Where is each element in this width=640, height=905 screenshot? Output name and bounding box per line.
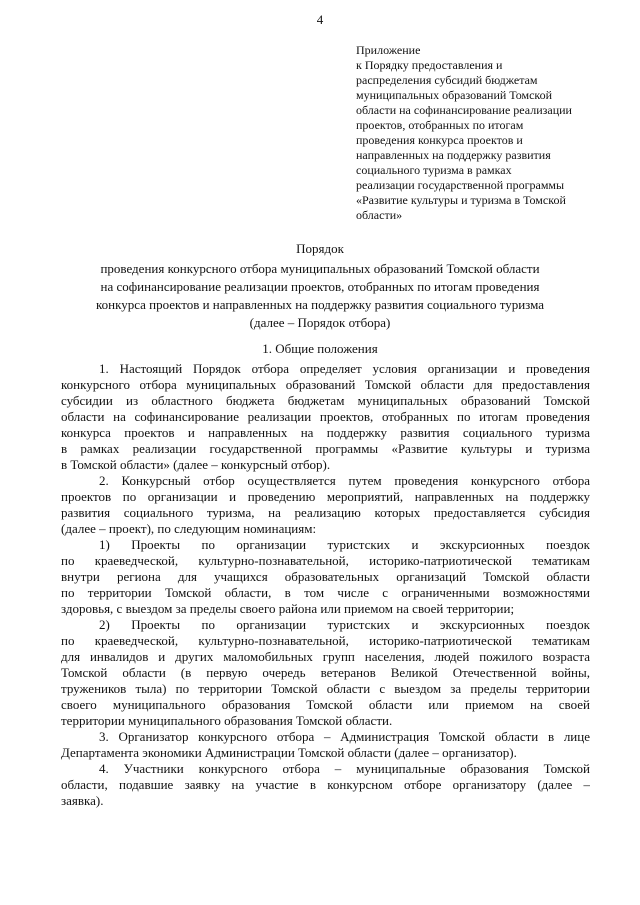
title-heading: Порядок — [296, 241, 344, 256]
text-line: развития социального туризма, на реализацию которых предоставляется субсидия — [61, 505, 590, 520]
title-line: (далее – Порядок отбора) — [249, 315, 391, 330]
appendix-line: области» — [356, 208, 403, 222]
title-line: конкурса проектов и направленных на поддержку развития социального туризма — [95, 297, 545, 312]
paragraph-3 — [61, 729, 590, 761]
appendix-line: проведения конкурса проектов и — [356, 133, 523, 147]
text-line: (далее – проект), по следующим номинациям: — [61, 521, 317, 536]
text-line: тружеников тыла) по территории Томской области с выездом за пределы территории — [61, 681, 590, 696]
text-line: Департамента экономики Администрации Томской области (далее – организатор). — [61, 745, 517, 760]
appendix-line: распределения субсидий бюджетам — [356, 73, 538, 87]
appendix-line: направленных на поддержку развития — [356, 148, 551, 162]
appendix-line: социального туризма в рамках — [356, 163, 512, 177]
appendix-line: муниципальных образований Томской — [356, 88, 553, 102]
text-line: в Томской области» (далее – конкурсный отбор). — [61, 457, 331, 472]
text-line: Томской области (в первую очередь ветеранов Великой Отечественной войны, — [61, 665, 590, 680]
paragraph-2 — [61, 473, 590, 537]
appendix-line: проектов, отобранных по итогам — [356, 118, 524, 132]
paragraph-4 — [61, 761, 590, 809]
appendix-line: реализации государственной программы — [356, 178, 565, 192]
text-line: области на софинансирование реализации проектов, отобранных по итогам проведения — [61, 409, 590, 424]
paragraph-nomination-2 — [61, 617, 590, 729]
text-line: по краеведческой, культурно-познавательной, историко-патриотической тематикам — [61, 553, 590, 568]
text-line: проектов по организации и проведению мероприятий, направленных на поддержку — [61, 489, 590, 504]
appendix-line: «Развитие культуры и туризма в Томской — [356, 193, 566, 207]
paragraph-1 — [61, 361, 590, 473]
title-line: проведения конкурсного отбора муниципальных образований Томской области — [100, 261, 540, 276]
text-line: субсидии из областного бюджета бюджетам муниципальных образований Томской — [61, 393, 590, 408]
text-line: внутри региона для учащихся образовательных организаций Томской области — [61, 569, 590, 584]
text-line: своего муниципального образования Томской области или приемом на своей — [61, 697, 590, 712]
page-number: 4 — [316, 12, 324, 27]
text-line: 3. Организатор конкурсного отбора – Администрация Томской области в лице — [99, 729, 590, 744]
text-line: по краеведческой, культурно-познавательной, историко-патриотической тематикам — [61, 633, 590, 648]
appendix-line: области на софинансирование реализации — [356, 103, 572, 117]
text-line: 2) Проекты по организации туристских и экскурсионных поездок — [99, 617, 590, 632]
text-line: 1) Проекты по организации туристских и экскурсионных поездок — [99, 537, 590, 552]
text-line: 2. Конкурсный отбор осуществляется путем проведения конкурсного отбора — [99, 473, 590, 488]
paragraph-nomination-1 — [61, 537, 590, 617]
text-line: в рамках реализации государственной программы «Развитие культуры и туризма — [61, 441, 590, 456]
text-line: конкурсного отбора муниципальных образований Томской области для предоставления — [61, 377, 590, 392]
section-heading: 1. Общие положения — [262, 341, 378, 356]
document-body — [61, 361, 590, 809]
text-line: территории муниципального образования Томской области. — [61, 713, 393, 728]
text-line: 4. Участники конкурсного отбора – муниципальные образования Томской — [99, 761, 590, 776]
text-line: заявка). — [61, 793, 104, 808]
text-line: области, подавшие заявку на участие в конкурсном отборе организатору (далее – — [61, 777, 590, 792]
text-line: для инвалидов и других маломобильных групп населения, людей пожилого возраста — [61, 649, 590, 664]
appendix-header — [356, 43, 606, 223]
appendix-line: Приложение — [356, 43, 421, 57]
text-line: по территории Томской области, в том числе с ограниченными возможностями — [61, 585, 590, 600]
text-line: конкурса проектов и направленных на поддержку развития социального туризма — [61, 425, 590, 440]
text-line: здоровья, с выездом за пределы своего района или приемом на своей территории; — [61, 601, 515, 616]
title-line: на софинансирование реализации проектов, отобранных по итогам проведения — [100, 279, 540, 294]
document-title — [60, 240, 580, 332]
appendix-line: к Порядку предоставления и — [356, 58, 503, 72]
text-line: 1. Настоящий Порядок отбора определяет условия организации и проведения — [99, 361, 590, 376]
